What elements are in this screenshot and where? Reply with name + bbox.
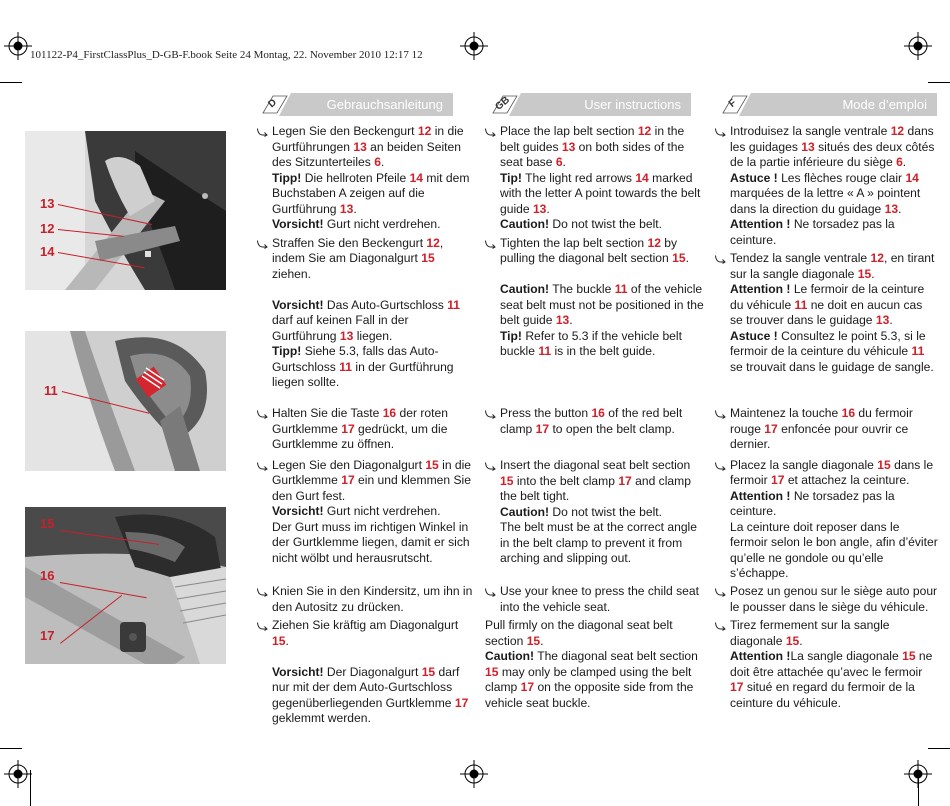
crop-mark bbox=[30, 770, 31, 806]
arrow-bullet-icon bbox=[715, 128, 727, 137]
figure-vehicle-buckle bbox=[25, 331, 226, 471]
crop-mark bbox=[928, 748, 950, 749]
arrow-bullet-icon bbox=[485, 410, 497, 419]
crop-mark bbox=[0, 748, 22, 749]
section-de-2 bbox=[257, 406, 476, 566]
header-title-fr: Mode d’emploi bbox=[842, 97, 927, 112]
figure-diagonal-belt-clamp bbox=[25, 507, 226, 664]
callout-number: 17 bbox=[40, 628, 55, 643]
arrow-bullet-icon bbox=[257, 240, 269, 249]
instruction-item: Ziehen Sie kräftig am Diagonalgurt 15. Vorsicht! Der Diagonalgurt 15 darf nur mit der dem Auto-Gurtschloss gegenüberliegenden Gurtklemme 17 geklemmt werden. bbox=[257, 618, 476, 727]
instruction-item: Place the lap belt section 12 in the belt guides 13 on both sides of the seat base 6. Tip! The light red arrows 14 marked with the letter A point towards the belt guide 13. Caution! Do not twist the belt. bbox=[485, 124, 706, 233]
arrow-bullet-icon bbox=[715, 255, 727, 264]
instruction-item: Insert the diagonal seat belt section 15 into the belt clamp 17 and clamp the belt tight. Caution! Do not twist the belt. The belt must be at the correct angle in the belt clamp to prevent it from arching and slipping out. bbox=[485, 458, 706, 567]
arrow-bullet-icon bbox=[257, 410, 269, 419]
arrow-bullet-icon bbox=[485, 588, 497, 597]
arrow-bullet-icon bbox=[257, 462, 269, 471]
header-fr bbox=[717, 93, 937, 116]
callout-number: 15 bbox=[40, 516, 55, 531]
arrow-bullet-icon bbox=[485, 240, 497, 249]
arrow-bullet-icon bbox=[485, 128, 497, 137]
registration-mark-icon bbox=[904, 32, 932, 60]
arrow-bullet-icon bbox=[715, 462, 727, 471]
instruction-item: Posez un genou sur le siège auto pour le pousser dans le siège du véhicule. bbox=[715, 584, 938, 615]
callout-number: 12 bbox=[40, 221, 55, 236]
instruction-item: Tendez la sangle ventrale 12, en tirant sur la sangle diagonale 15. Attention ! Le fermoir de la ceinture du véhicule 11 ne doit en aucun cas se trouver dans le guidage 13. Astuce ! Consultez le point 5.3, si le fermoir de la ceinture du véhicule 11 se trouvait dans le guidage de sangle. bbox=[715, 251, 938, 375]
section-fr-3 bbox=[715, 584, 938, 711]
section-fr-2 bbox=[715, 406, 938, 582]
header-en bbox=[487, 93, 691, 116]
callout-number: 14 bbox=[40, 244, 55, 259]
crop-mark bbox=[918, 770, 919, 806]
instruction-item: Maintenez la touche 16 du fermoir rouge 17 enfoncée pour ouvrir ce dernier. bbox=[715, 406, 938, 453]
instruction-paragraph: Pull firmly on the diagonal seat belt section 15. Caution! The diagonal seat belt section 15 may only be clamped using the belt clamp 17 on the opposite side from the vehicle seat buckle. bbox=[485, 618, 698, 710]
registration-mark-icon bbox=[460, 32, 488, 60]
section-en-2 bbox=[485, 406, 706, 567]
header-title-de: Gebrauchsanleitung bbox=[326, 97, 443, 112]
registration-mark-icon bbox=[4, 760, 32, 788]
crop-mark bbox=[928, 82, 950, 83]
registration-mark-icon bbox=[460, 760, 488, 788]
arrow-bullet-icon bbox=[257, 588, 269, 597]
column-de bbox=[257, 124, 476, 724]
instruction-item: Knien Sie in den Kindersitz, um ihn in den Autositz zu drücken. bbox=[257, 584, 476, 615]
instruction-item: Press the button 16 of the red belt clamp 17 to open the belt clamp. bbox=[485, 406, 706, 437]
section-de-3 bbox=[257, 584, 476, 727]
language-code-fr: F bbox=[726, 97, 739, 110]
instruction-item: Placez la sangle diagonale 15 dans le fermoir 17 et attachez la ceinture. Attention ! Ne torsadez pas la ceinture. La ceinture doit reposer dans le fermoir selon le bon angle, afin d’éviter qu’elle ne gondole ou qu’elle s’échappe. bbox=[715, 458, 938, 582]
registration-mark-icon bbox=[4, 32, 32, 60]
arrow-bullet-icon bbox=[715, 410, 727, 419]
arrow-bullet-icon bbox=[715, 622, 727, 631]
instruction-item: Straffen Sie den Beckengurt 12, indem Sie am Diagonalgurt 15 ziehen. Vorsicht! Das Auto-Gurtschloss 11 darf auf keinen Fall in der Gurtführung 13 liegen. Tipp! Siehe 5.3, falls das Auto-Gurtschloss 11 in der Gurtführung liegen sollte. bbox=[257, 236, 476, 391]
section-en-3 bbox=[485, 584, 706, 711]
arrow-bullet-icon bbox=[485, 462, 497, 471]
language-code-de: D bbox=[266, 97, 279, 111]
figure-lap-belt-guides bbox=[25, 131, 226, 290]
callout-number: 13 bbox=[40, 196, 55, 211]
section-en-1 bbox=[485, 124, 706, 360]
language-code-en: GB bbox=[493, 94, 512, 113]
section-fr-1 bbox=[715, 124, 938, 375]
column-en bbox=[485, 124, 706, 724]
section-de-1 bbox=[257, 124, 476, 391]
instruction-item: Tighten the lap belt section 12 by pulling the diagonal belt section 15. Caution! The buckle 11 of the vehicle seat belt must not be positioned in the belt guide 13. Tip! Refer to 5.3 if the vehicle belt buckle 11 is in the belt guide. bbox=[485, 236, 706, 360]
instruction-item: Legen Sie den Beckengurt 12 in die Gurtführungen 13 an beiden Seiten des Sitzunterteiles 6. Tipp! Die hellroten Pfeile 14 mit dem Buchstaben A zeigen auf die Gurtführung 13. Vorsicht! Gurt nicht verdrehen. bbox=[257, 124, 476, 233]
instruction-item: Tirez fermement sur la sangle diagonale 15. Attention !La sangle diagonale 15 ne doit être attachée qu’avec le fermoir 17 situé en regard du fermoir de la ceinture du véhicule. bbox=[715, 618, 938, 711]
arrow-bullet-icon bbox=[257, 622, 269, 631]
instruction-item: Legen Sie den Diagonalgurt 15 in die Gurtklemme 17 ein und klemmen Sie den Gurt fest. Vorsicht! Gurt nicht verdrehen. Der Gurt muss im richtigen Winkel in der Gurtklemme liegen, damit er sich nicht wölbt und herausrutscht. bbox=[257, 458, 476, 567]
header-title-en: User instructions bbox=[584, 97, 681, 112]
arrow-bullet-icon bbox=[257, 128, 269, 137]
instruction-item: Use your knee to press the child seat into the vehicle seat. bbox=[485, 584, 706, 615]
column-fr bbox=[715, 124, 938, 724]
arrow-bullet-icon bbox=[715, 588, 727, 597]
instruction-item: Halten Sie die Taste 16 der roten Gurtklemme 17 gedrückt, um die Gurtklemme zu öffnen. bbox=[257, 406, 476, 453]
instruction-item: Introduisez la sangle ventrale 12 dans les guidages 13 situés des deux côtés de la partie inférieure du siège 6. Astuce ! Les flèches rouge clair 14 marquées de la lettre « A » pointent dans la direction du guidage 13. Attention ! Ne torsadez pas la ceinture. bbox=[715, 124, 938, 248]
callout-number: 16 bbox=[40, 568, 55, 583]
header-de bbox=[257, 93, 453, 116]
callout-number: 11 bbox=[44, 383, 58, 398]
crop-mark bbox=[0, 82, 22, 83]
print-slug: 101122-P4_FirstClassPlus_D-GB-F.book Seite 24 Montag, 22. November 2010 12:17 12 bbox=[30, 49, 423, 61]
